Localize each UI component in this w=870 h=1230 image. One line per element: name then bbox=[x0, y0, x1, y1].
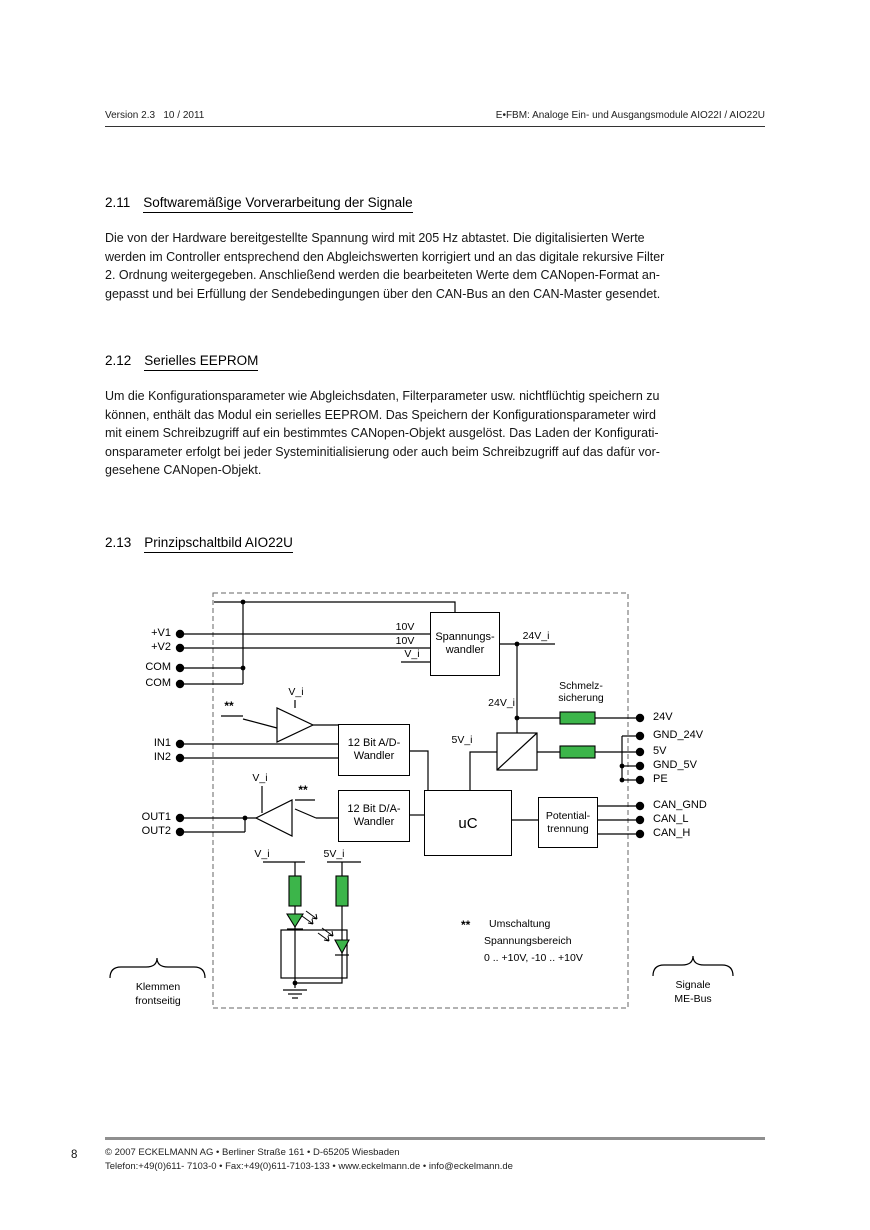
section-2-13-heading bbox=[105, 535, 293, 550]
block-label: 12 Bit A/D- bbox=[347, 737, 401, 749]
wire-label-vi-converter: V_i bbox=[404, 648, 420, 660]
caption-front-terminals bbox=[113, 980, 203, 1008]
paragraph-line: Die von der Hardware bereitgestellte Spannung wird mit 205 Hz abtastet. Die digitalisierten Werte bbox=[105, 231, 645, 245]
footer-contact: Telefon:+49(0)611- 7103-0 • Fax:+49(0)611-7103-133 • www.eckelmann.de • info@eckelmann.de bbox=[105, 1161, 513, 1172]
paragraph-line: Um die Konfigurationsparameter wie Abgleichsdaten, Filterparameter usw. nichtflüchtig speichern zu bbox=[105, 389, 660, 403]
section-number: 2.11 bbox=[105, 195, 131, 210]
section-2-11-paragraph bbox=[105, 229, 664, 303]
block-galvanic-isolation bbox=[538, 797, 598, 848]
section-title: Serielles EEPROM bbox=[144, 353, 258, 371]
wire-label-vi-amp-in: V_i bbox=[288, 686, 304, 698]
left-terminal-in1: IN1 bbox=[153, 737, 171, 749]
left-terminal-out1: OUT1 bbox=[141, 811, 171, 823]
paragraph-line: können, enthält das Modul ein serielles EEPROM. Das Speichern der Konfigurationsparameter wird bbox=[105, 407, 656, 422]
circuit-diagram bbox=[105, 588, 765, 1018]
block-label: wandler bbox=[445, 644, 485, 656]
section-title: Softwaremäßige Vorverarbeitung der Signale bbox=[143, 195, 412, 213]
caption-line: Signale bbox=[675, 979, 711, 991]
left-terminal-v1: +V1 bbox=[151, 627, 171, 639]
header-rule bbox=[105, 126, 765, 127]
note-line-1: Umschaltung bbox=[489, 918, 551, 930]
right-terminal-cangnd: CAN_GND bbox=[653, 799, 707, 811]
paragraph-line: gepasst und bei Erfüllung der Sendebedingungen über den CAN-Bus an den CAN-Master gesendet. bbox=[105, 286, 661, 301]
right-terminal-24v: 24V bbox=[653, 711, 673, 723]
wire-label-24vi-rail: 24V_i bbox=[488, 697, 515, 709]
section-number: 2.13 bbox=[105, 535, 132, 550]
note-stars: ** bbox=[461, 918, 471, 932]
paragraph-line: gesehene CANopen-Objekt. bbox=[105, 463, 262, 478]
left-brace bbox=[110, 958, 205, 978]
block-label: trennung bbox=[547, 822, 589, 835]
right-brace bbox=[653, 956, 733, 976]
note-line-2: Spannungsbereich bbox=[484, 935, 572, 947]
section-2-12-heading bbox=[105, 353, 258, 368]
caption-line: frontseitig bbox=[135, 995, 181, 1007]
caption-line: ME-Bus bbox=[674, 993, 712, 1005]
left-terminal-in2: IN2 bbox=[153, 751, 171, 763]
paragraph-line: 2. Ordnung weitergegeben. Anschließend werden die bearbeiteten Werte dem CANopen-Format an- bbox=[105, 268, 660, 283]
block-label: uC bbox=[458, 814, 478, 832]
range-switch-marker-out: ** bbox=[298, 783, 308, 797]
page-number: 8 bbox=[71, 1149, 78, 1161]
block-label: Potential- bbox=[545, 809, 591, 822]
section-2-12-paragraph bbox=[105, 387, 660, 480]
left-terminal-v2: +V2 bbox=[151, 641, 171, 653]
header-version: Version 2.3 10 / 2011 bbox=[105, 110, 205, 121]
wire-label-5vi: 5V_i bbox=[451, 734, 473, 746]
led-icon bbox=[287, 914, 303, 927]
block-dac bbox=[338, 790, 410, 842]
block-microcontroller bbox=[424, 790, 512, 856]
block-label: Wandler bbox=[353, 816, 395, 828]
paragraph-line: werden im Controller entsprechend den Abgleichswerten korrigiert und an das digitale rekursive Filter bbox=[105, 249, 665, 264]
footer-address: © 2007 ECKELMANN AG • Berliner Straße 161 • D-65205 Wiesbaden bbox=[105, 1147, 400, 1158]
block-label: Wandler bbox=[353, 750, 395, 762]
section-number: 2.12 bbox=[105, 353, 132, 368]
right-terminal-5v: 5V bbox=[653, 745, 667, 757]
wire-label-24vi-out: 24V_i bbox=[522, 630, 550, 642]
wire-label-10v-b: 10V bbox=[395, 635, 415, 647]
block-voltage-converter bbox=[430, 612, 500, 676]
wire-label-vi-led: V_i bbox=[254, 848, 270, 860]
right-terminal-pe: PE bbox=[653, 773, 668, 785]
range-switch-marker-in: ** bbox=[224, 699, 234, 713]
fuse-label bbox=[543, 680, 619, 704]
left-terminal-out2: OUT2 bbox=[141, 825, 171, 837]
fuse-label-line: Schmelz- bbox=[559, 680, 603, 692]
optocoupler-box bbox=[281, 930, 347, 978]
paragraph-line: mit einem Schreibzugriff auf ein bestimmtes CANopen-Objekt ausgelöst. Das Laden der Konfigurati- bbox=[105, 426, 659, 441]
section-title: Prinzipschaltbild AIO22U bbox=[144, 535, 293, 553]
left-terminal-com1: COM bbox=[145, 661, 171, 673]
resistor-icon bbox=[289, 876, 301, 906]
input-amplifier-icon bbox=[277, 708, 313, 742]
right-terminal-canl: CAN_L bbox=[653, 813, 689, 825]
right-terminal-canh: CAN_H bbox=[653, 827, 691, 839]
caption-mebus-signals bbox=[650, 978, 736, 1006]
note-line-3: 0 .. +10V, -10 .. +10V bbox=[484, 952, 583, 964]
light-arrows bbox=[302, 911, 333, 941]
section-2-11-heading bbox=[105, 195, 413, 210]
block-label: Spannungs- bbox=[435, 631, 495, 643]
resistor-icon bbox=[336, 876, 348, 906]
fuse-24v-icon bbox=[560, 712, 595, 724]
block-adc bbox=[338, 724, 410, 776]
paragraph-line: onsparameter erfolgt bei jeder Systeminitialisierung oder auch beim Schreibzugriff auf das dafür vor- bbox=[105, 444, 660, 459]
fuse-5v-icon bbox=[560, 746, 595, 758]
right-terminal-gnd24v: GND_24V bbox=[653, 729, 704, 741]
caption-line: Klemmen bbox=[135, 981, 181, 993]
wire-label-5vi-led: 5V_i bbox=[323, 848, 345, 860]
footer-rule bbox=[105, 1137, 765, 1140]
right-terminal-gnd5v: GND_5V bbox=[653, 759, 698, 771]
header-doc-title: E•FBM: Analoge Ein- und Ausgangsmodule AIO22I / AIO22U bbox=[495, 110, 765, 121]
wire-label-vi-amp-out: V_i bbox=[252, 772, 268, 784]
wire-label-10v-a: 10V bbox=[395, 621, 415, 633]
fuse-label-line: sicherung bbox=[558, 692, 604, 704]
block-label: 12 Bit D/A- bbox=[347, 803, 401, 815]
left-terminal-com2: COM bbox=[145, 677, 171, 689]
